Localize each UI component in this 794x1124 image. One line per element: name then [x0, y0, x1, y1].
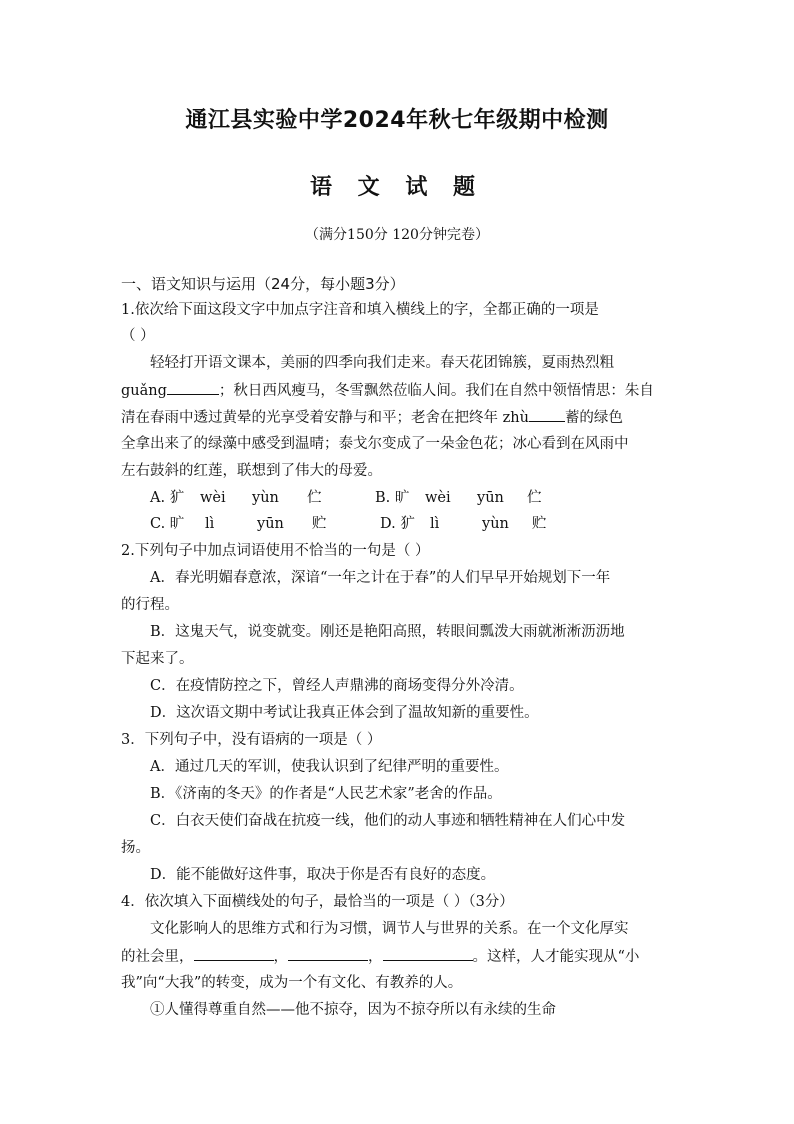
fill-blank — [383, 946, 473, 961]
passage-text: 。这样，人才能实现从“小 — [472, 949, 640, 965]
exam-info: （满分150分 120分钟完卷） — [305, 227, 489, 243]
option-char: 伫 — [307, 490, 322, 506]
q3-option-b: B．《济南的冬天》的作者是“人民艺术家”老舍的作品。 — [150, 786, 502, 802]
pinyin-text: guǎng — [121, 383, 167, 399]
q4-stem: 4．依次填入下面横线处的句子，最恰当的一项是（ ）（3分） — [121, 894, 514, 910]
fill-blank — [529, 407, 565, 422]
q1-passage-line — [121, 380, 654, 401]
q1-passage-line — [121, 407, 623, 428]
option-pinyin: wèi — [425, 490, 451, 506]
q2-option-a-cont: 的行程。 — [121, 597, 179, 613]
q3-option-c-cont: 扬。 — [121, 840, 150, 856]
q4-passage-line: 文化影响人的思维方式和行为习惯，调节人与世界的关系。在一个文化厚实 — [150, 921, 629, 937]
option-char: 贮 — [312, 516, 327, 532]
q4-item-1: ①人懂得尊重自然——他不掠夺，因为不掠夺所以有永续的生命 — [150, 1002, 556, 1018]
school-exam-title: 通江县实验中学2024年秋七年级期中检测 — [185, 108, 609, 133]
q1-passage-line: 左右鼓斜的红莲，联想到了伟大的母爱。 — [121, 463, 382, 479]
q1-passage-line: 轻轻打开语文课本，美丽的四季向我们走来。春天花团锦簇，夏雨热烈粗 — [150, 355, 614, 371]
passage-text: 的社会里， — [121, 949, 194, 965]
q2-option-a: A．春光明媚春意浓，深谙“一年之计在于春”的人们早早开始规划下一年 — [150, 570, 611, 586]
q1-stem: 1.依次给下面这段文字中加点字注音和填入横线上的字，全都正确的一项是 — [121, 302, 599, 318]
q4-passage-line: 我”向“大我”的转变，成为一个有文化、有教养的人。 — [121, 975, 463, 991]
subject-title: 语 文 试 题 — [310, 175, 484, 200]
passage-text: ；秋日西风瘦马，冬雪飘然莅临人间。我们在自然中领悟情思：朱自 — [218, 383, 654, 399]
option-char: 伫 — [527, 490, 542, 506]
option-label: D. 犷 — [380, 516, 415, 532]
passage-text: ， — [368, 949, 383, 965]
option-pinyin: yūn — [257, 516, 284, 532]
q1-passage-line: 全拿出来了的绿藻中感受到温晴；泰戈尔变成了一朵金色花；冰心看到在风雨中 — [121, 436, 629, 452]
q2-stem: 2.下列句子中加点词语使用不恰当的一句是（ ） — [121, 543, 430, 559]
q2-option-b: B．这鬼天气，说变就变。刚还是艳阳高照，转眼间瓢泼大雨就淅淅沥沥地 — [150, 624, 625, 640]
q1-answer-paren: （ ） — [121, 328, 155, 344]
option-char: 贮 — [532, 516, 547, 532]
q2-option-b-cont: 下起来了。 — [121, 651, 194, 667]
option-label: A. 犷 — [150, 490, 185, 506]
q3-option-a: A．通过几天的军训，使我认识到了纪律严明的重要性。 — [150, 759, 509, 775]
q3-option-d: D．能不能做好这件事，取决于你是否有良好的态度。 — [150, 867, 496, 883]
q2-option-d: D．这次语文期中考试让我真正体会到了温故知新的重要性。 — [150, 705, 539, 721]
option-pinyin: lì — [205, 516, 215, 532]
passage-text: 清在春雨中透过黄晕的光享受着安静与和平；老舍在把终年 zhù — [121, 410, 529, 426]
q2-option-c: C．在疫情防控之下，曾经人声鼎沸的商场变得分外冷清。 — [150, 678, 524, 694]
q3-stem: 3．下列句子中，没有语病的一项是（ ） — [121, 732, 382, 748]
q1-option-row — [150, 514, 562, 534]
option-pinyin: lì — [430, 516, 440, 532]
q4-passage-line — [121, 946, 639, 967]
fill-blank — [288, 946, 368, 961]
option-pinyin: yùn — [482, 516, 509, 532]
section-heading: 一、语文知识与运用（24分，每小题3分） — [121, 275, 405, 293]
fill-blank — [194, 946, 274, 961]
option-pinyin: yùn — [252, 490, 279, 506]
passage-text: 蓄的绿色 — [564, 410, 623, 426]
q1-option-row — [150, 488, 557, 508]
option-label: B. 旷 — [375, 490, 410, 506]
fill-blank — [167, 380, 219, 395]
option-pinyin: wèi — [200, 490, 226, 506]
q3-option-c: C．白衣天使们奋战在抗疫一线，他们的动人事迹和牺牲精神在人们心中发 — [150, 813, 626, 829]
option-pinyin: yūn — [477, 490, 504, 506]
passage-text: ， — [273, 949, 288, 965]
option-label: C. 旷 — [150, 516, 185, 532]
